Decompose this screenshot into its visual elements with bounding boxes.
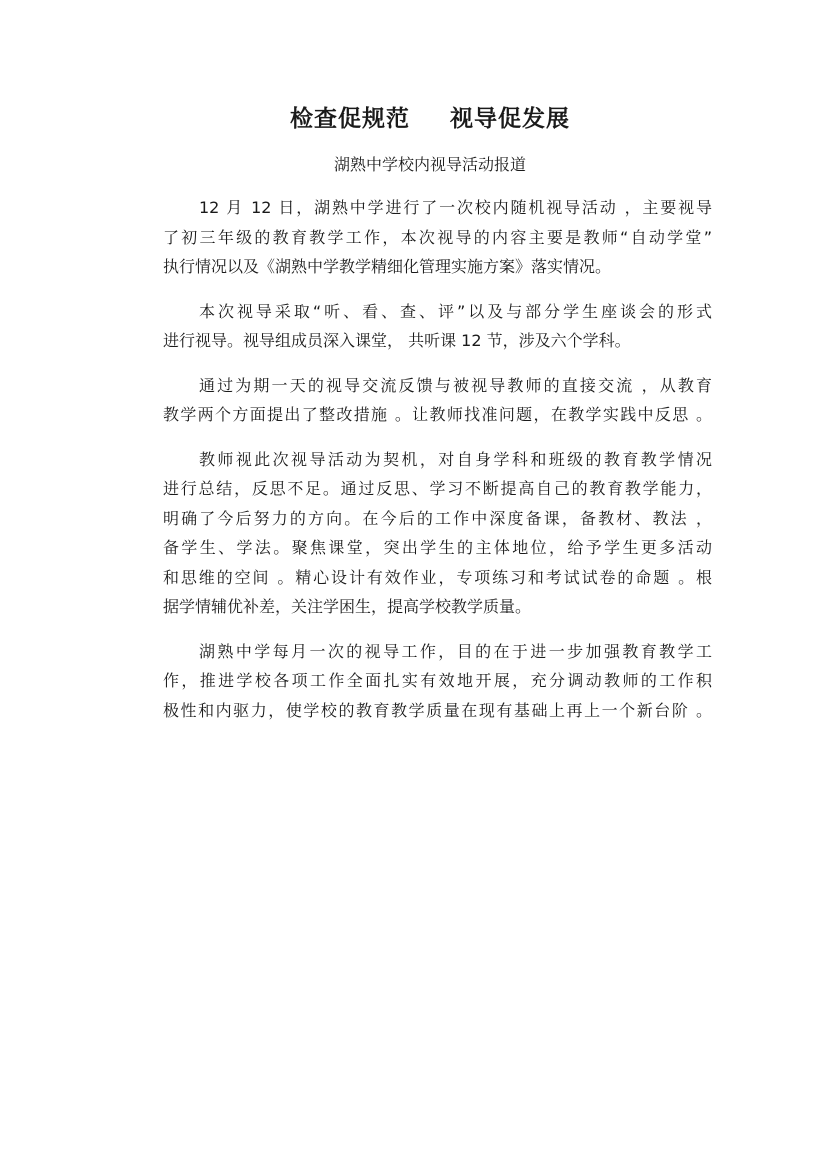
paragraph-line: 进行视导。视导组成员深入课堂， 共听课 12 节，涉及六个学科。 (163, 331, 631, 350)
paragraph-2 (127, 297, 712, 356)
paragraph-line: 据学情辅优补差，关注学困生，提高学校教学质量。 (163, 597, 532, 616)
page-subtitle: 湖熟中学校内视导活动报道 (333, 155, 526, 174)
paragraph-3 (127, 371, 712, 430)
paragraph-line: 了初三年级的教育教学工作，本次视导的内容主要是教师“自动学堂” (163, 227, 712, 247)
paragraph-line: 作，推进学校各项工作全面扎实有效地开展，充分调动教师的工作积 (163, 671, 712, 690)
title-part-1: 检查促规范 (290, 105, 410, 132)
paragraph-5 (127, 637, 712, 726)
paragraph-line: 湖熟中学每月一次的视导工作，目的在于进一步加强教育教学工 (199, 641, 712, 661)
paragraph-line: 明确了今后努力的方向。在今后的工作中深度备课，备教材、教法 ， (163, 508, 712, 528)
paragraph-4 (127, 445, 712, 622)
paragraph-1 (127, 193, 712, 282)
paragraph-line: 极性和内驱力，使学校的教育教学质量在现有基础上再上一个新台阶 。 (163, 700, 712, 720)
paragraph-line: 12 月 12 日，湖熟中学进行了一次校内随机视导活动 ，主要视导 (199, 198, 712, 217)
page-title (0, 100, 827, 133)
title-part-2: 视导促发展 (450, 105, 570, 132)
paragraph-line: 备学生、学法。聚焦课堂，突出学生的主体地位，给予学生更多活动 (163, 538, 712, 557)
paragraph-line: 通过为期一天的视导交流反馈与被视导教师的直接交流 ，从教育 (199, 375, 712, 395)
paragraph-line: 执行情况以及《湖熟中学教学精细化管理实施方案》落实情况。 (163, 257, 612, 276)
article-body (127, 193, 712, 740)
paragraph-line: 教师视此次视导活动为契机，对自身学科和班级的教育教学情况 (199, 449, 712, 469)
paragraph-line: 教学两个方面提出了整改措施 。让教师找准问题，在教学实践中反思 。 (163, 405, 712, 424)
paragraph-line: 本次视导采取“听、看、查、评”以及与部分学生座谈会的形式 (199, 301, 712, 321)
paragraph-line: 进行总结，反思不足。通过反思、学习不断提高自己的教育教学能力， (163, 479, 712, 498)
paragraph-line: 和思维的空间 。精心设计有效作业，专项练习和考试试卷的命题 。根 (163, 567, 712, 587)
